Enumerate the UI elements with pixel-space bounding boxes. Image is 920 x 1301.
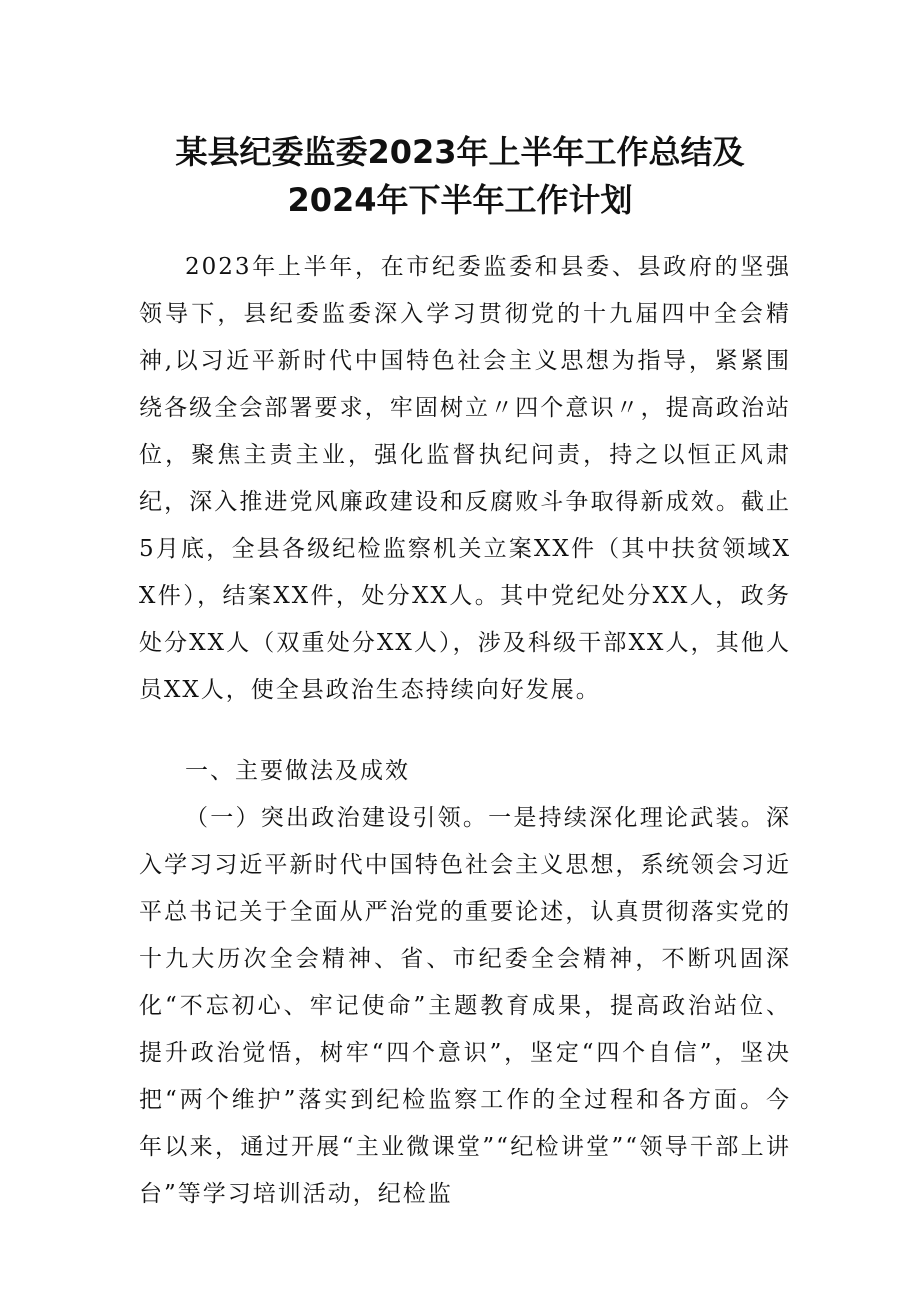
intro-paragraph: 2023年上半年，在市纪委监委和县委、县政府的坚强领导下，县纪委监委深入学习贯彻党的十九届四中全会精神,以习近平新时代中国特色社会主义思想为指导，紧紧围绕各级全会部署要求，牢固树立〃四个意识〃，提高政治站位，聚焦主责主业，强化监督执纪问责，持之以恒正风肃纪，深入推进党风廉政建设和反腐败斗争取得新成效。截止5月底，全县各级纪检监察机关立案XX件（其中扶贫领域XX件），结案XX件，处分XX人。其中党纪处分XX人，政务处分XX人（双重处分XX人），涉及科级干部XX人，其他人员XX人，使全县政治生态持续向好发展。: [139, 254, 791, 703]
document-title-line-1: 某县纪委监委2023年上半年工作总结及: [175, 133, 745, 171]
subsection-paragraph-political-building: （一）突出政治建设引领。一是持续深化理论武装。深入学习习近平新时代中国特色社会主义思想，系统领会习近平总书记关于全面从严治党的重要论述，认真贯彻落实党的十九大历次全会精神、省、市纪委全会精神，不断巩固深化“不忘初心、牢记使命”主题教育成果，提高政治站位、提升政治觉悟，树牢“四个意识”，坚定“四个自信”，坚决把“两个维护”落实到纪检监察工作的全过程和各方面。今年以来，通过开展“主业微课堂”“纪检讲堂”“领导干部上讲台”等学习培训活动，纪检监: [139, 805, 791, 1207]
document-title-line-2: 2024年下半年工作计划: [287, 181, 633, 219]
section-heading-main-practices: 一、主要做法及成效: [185, 758, 410, 784]
